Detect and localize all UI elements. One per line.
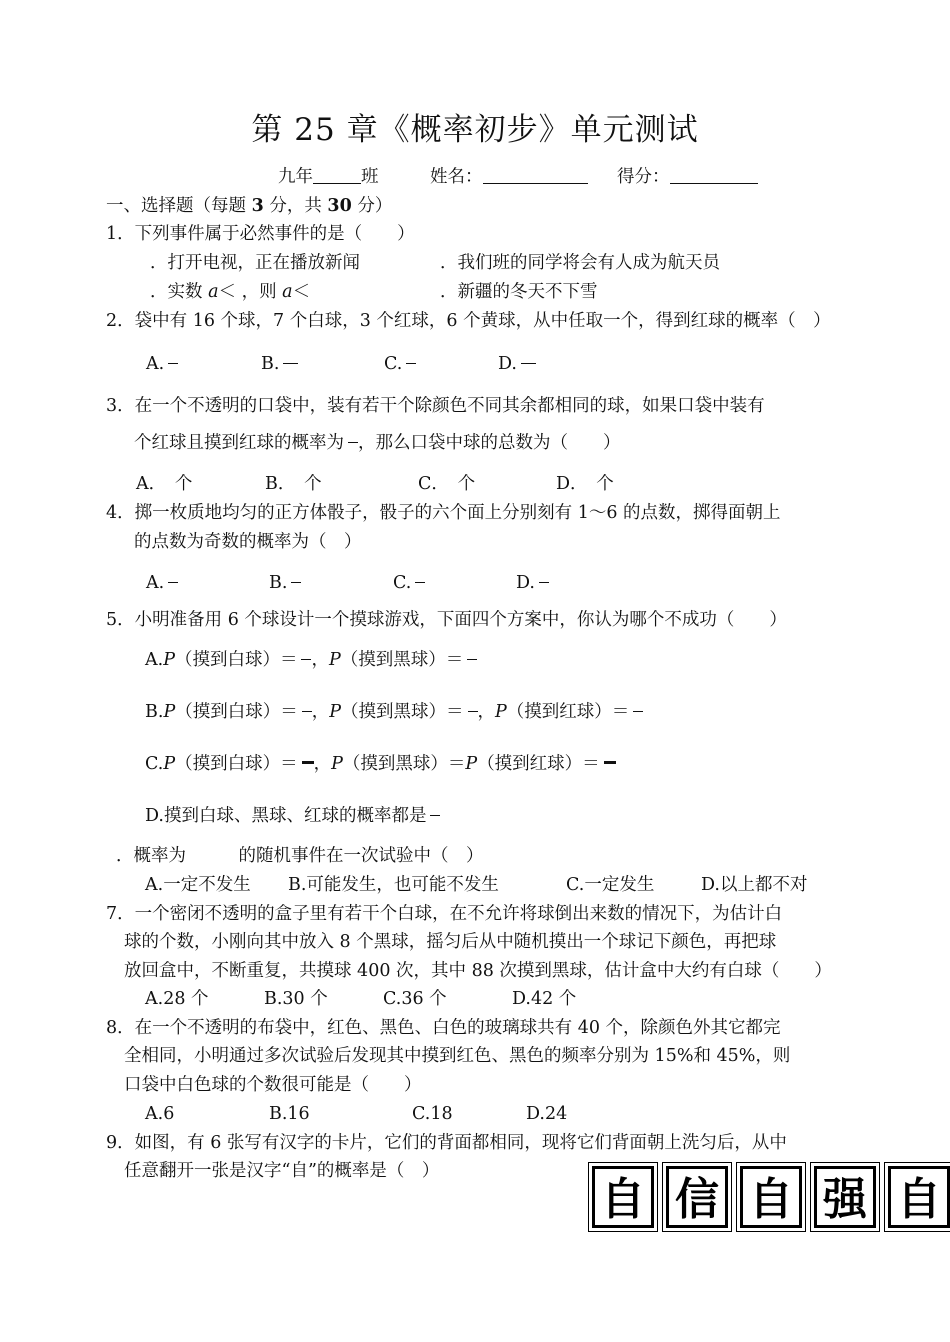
question-7-line-1: 7．一个密闭不透明的盒子里有若干个白球，在不允许将球倒出来数的情况下，为估计白: [106, 904, 783, 924]
question-5-option-d: [145, 805, 440, 827]
fraction-icon: [301, 659, 311, 660]
question-9-line-2: 任意翻开一张是汉字“自”的概率是（ ）: [124, 1161, 440, 1181]
fraction-icon: [168, 363, 178, 364]
option-c-end: ＜: [292, 282, 311, 302]
question-8-line-1: 8．在一个不透明的布袋中，红色、黑色、白色的玻璃球共有 40 个，除颜色外其它都完: [106, 1018, 781, 1038]
fraction-icon: [430, 815, 440, 816]
comma: ，: [311, 702, 330, 722]
character-card: 自: [592, 1166, 654, 1228]
red-ball-text: （摸到红球）＝: [506, 702, 630, 722]
p-symbol: P: [328, 650, 341, 670]
name-line: [430, 166, 588, 188]
question-2-stem: 2．袋中有 16 个球，7 个白球，3 个红球，6 个黄球，从中任取一个，得到红球的概率（ ）: [106, 311, 831, 331]
comma: ，: [477, 702, 495, 722]
option-c-label: C.: [384, 354, 403, 374]
question-6-option-d: D.以上都不对: [701, 875, 808, 895]
score-blank: [670, 167, 758, 184]
fraction-icon: [539, 582, 549, 583]
question-2-option-a: [146, 353, 178, 375]
question-5-option-b: [145, 701, 643, 723]
section-points: 3: [251, 196, 264, 216]
question-7-option-c: C.36 个: [383, 989, 447, 1009]
character-card: 强: [814, 1166, 876, 1228]
q3-line2-a: 个红球且摸到红球的概率为: [134, 433, 344, 453]
question-7-line-2: 球的个数，小刚向其中放入 8 个黑球，摇匀后从中随机摸出一个球记下颜色，再把球: [124, 932, 777, 952]
question-8-line-2: 全相同，小明通过多次试验后发现其中摸到红色、黑色的频率分别为 15%和 45%，则: [124, 1046, 791, 1066]
question-2-option-b: [261, 353, 298, 375]
white-ball-text: （摸到白球）＝: [175, 754, 298, 774]
option-d-label: D.: [498, 354, 517, 374]
p-symbol: P: [495, 702, 507, 722]
question-6-stem: ．概率为 的随机事件在一次试验中（ ）: [116, 846, 484, 866]
fraction-icon: [291, 582, 301, 583]
section-heading: [106, 195, 392, 217]
white-ball-text: （摸到白球）＝: [174, 650, 298, 670]
fraction-icon: [467, 659, 477, 660]
option-a-label: A.: [146, 573, 165, 593]
question-3-option-c: C． 个: [418, 474, 476, 494]
black-ball-text: （摸到黑球）＝: [340, 650, 464, 670]
question-8-option-a: A.6: [145, 1104, 175, 1124]
p-symbol: P: [465, 754, 478, 774]
fraction-icon: [348, 442, 358, 443]
character-card: 信: [666, 1166, 728, 1228]
character-card: 自: [888, 1166, 950, 1228]
question-7-option-a: A.28 个: [145, 989, 209, 1009]
score-label: 得分：: [617, 167, 670, 187]
question-1-option-d: ．新疆的冬天不下雪: [440, 282, 598, 302]
fraction-icon: [604, 761, 616, 764]
question-2-option-c: [384, 353, 416, 375]
question-6-option-a: A.一定不发生: [145, 875, 251, 895]
option-d-text: D.摸到白球、黑球、红球的概率都是: [145, 806, 427, 826]
question-9-line-1: 9．如图，有 6 张写有汉字的卡片，它们的背面都相同，现将它们背面朝上洗匀后，从中: [106, 1133, 787, 1153]
question-5-option-a: [145, 649, 477, 671]
section-total: 30: [327, 196, 352, 216]
grade-label: 九年: [278, 167, 313, 187]
question-6-option-c: C.一定发生: [566, 875, 655, 895]
option-a-label: A.: [145, 650, 164, 670]
class-label: 班: [361, 167, 379, 187]
fraction-icon: [283, 363, 298, 364]
score-line: [617, 166, 758, 188]
question-3-option-b: B． 个: [265, 474, 322, 494]
fraction-icon: [302, 711, 312, 712]
section-heading-suffix: 分）: [351, 196, 393, 216]
section-heading-mid: 分，共: [263, 196, 328, 216]
student-info-line: [278, 166, 379, 188]
question-2-option-d: [498, 353, 536, 375]
question-8-option-d: D.24: [526, 1104, 568, 1124]
option-b-label: B.: [145, 702, 164, 722]
p-symbol: P: [163, 702, 176, 722]
option-a-label: A.: [146, 354, 165, 374]
p-symbol: P: [163, 650, 175, 670]
fraction-icon: [521, 363, 536, 364]
name-blank: [483, 167, 588, 184]
question-5-stem: 5．小明准备用 6 个球设计一个摸球游戏，下面四个方案中，你认为哪个不成功（ ）: [106, 610, 787, 630]
fraction-icon: [468, 711, 478, 712]
character-card: 自: [740, 1166, 802, 1228]
fraction-icon: [633, 711, 643, 712]
fraction-icon: [406, 363, 416, 364]
question-3-option-d: D． 个: [556, 474, 614, 494]
option-c-prefix: ．实数: [150, 282, 209, 302]
name-label: 姓名：: [430, 167, 483, 187]
question-4-option-a: [146, 572, 178, 594]
question-3-option-a: A． 个: [136, 474, 193, 494]
question-7-option-d: D.42 个: [512, 989, 577, 1009]
question-4-line-1: 4．掷一枚质地均匀的正方体骰子，骰子的六个面上分别刻有 1～6 的点数，掷得面朝上: [106, 503, 781, 523]
variable-a: a: [282, 282, 293, 302]
fraction-icon: [168, 582, 178, 583]
question-1-option-b: ．我们班的同学将会有人成为航天员: [440, 253, 720, 273]
question-4-option-d: [516, 572, 549, 594]
question-4-option-c: [393, 572, 425, 594]
comma: ，: [311, 650, 329, 670]
question-7-line-3: 放回盒中，不断重复，共摸球 400 次，其中 88 次摸到黑球，估计盒中大约有白球（ ）: [124, 961, 832, 981]
fraction-icon: [415, 582, 425, 583]
q3-line2-b: ，那么口袋中球的总数为（ ）: [358, 433, 621, 453]
question-4-option-b: [269, 572, 301, 594]
question-8-line-3: 口袋中白色球的个数很可能是（ ）: [124, 1075, 422, 1095]
fraction-icon: [302, 761, 314, 764]
question-7-option-b: B.30 个: [264, 989, 328, 1009]
question-8-option-b: B.16: [269, 1104, 310, 1124]
section-heading-prefix: 一、选择题（每题: [106, 196, 252, 216]
red-ball-text: （摸到红球）＝: [477, 754, 600, 774]
white-ball-text: （摸到白球）＝: [175, 702, 298, 722]
comma: ，: [313, 754, 332, 774]
question-8-option-c: C.18: [412, 1104, 453, 1124]
question-1-option-c: [150, 281, 310, 303]
question-3-line-2: [134, 432, 621, 454]
question-1-stem: 1．下列事件属于必然事件的是（ ）: [106, 224, 415, 244]
option-d-label: D.: [516, 573, 535, 593]
variable-a: a: [208, 282, 219, 302]
question-3-line-1: 3．在一个不透明的口袋中，装有若干个除颜色不同其余都相同的球，如果口袋中装有: [106, 396, 765, 416]
chinese-character-cards: [588, 1162, 950, 1232]
p-symbol: P: [329, 702, 341, 722]
option-b-label: B.: [269, 573, 288, 593]
question-4-line-2: 的点数为奇数的概率为（ ）: [134, 532, 362, 552]
option-c-label: C.: [393, 573, 412, 593]
p-symbol: P: [163, 754, 176, 774]
question-1-option-a: ．打开电视，正在播放新闻: [150, 253, 360, 273]
p-symbol: P: [331, 754, 343, 774]
option-c-label: C.: [145, 754, 164, 774]
question-5-option-c: [145, 753, 616, 775]
black-ball-text: （摸到黑球）＝: [342, 754, 466, 774]
black-ball-text: （摸到黑球）＝: [341, 702, 464, 722]
option-b-label: B.: [261, 354, 280, 374]
option-c-mid: ＜ ，则: [218, 282, 283, 302]
page-title: 第 25 章《概率初步》单元测试: [251, 112, 699, 148]
class-blank: [313, 167, 361, 184]
question-6-option-b: B.可能发生，也可能不发生: [288, 875, 499, 895]
